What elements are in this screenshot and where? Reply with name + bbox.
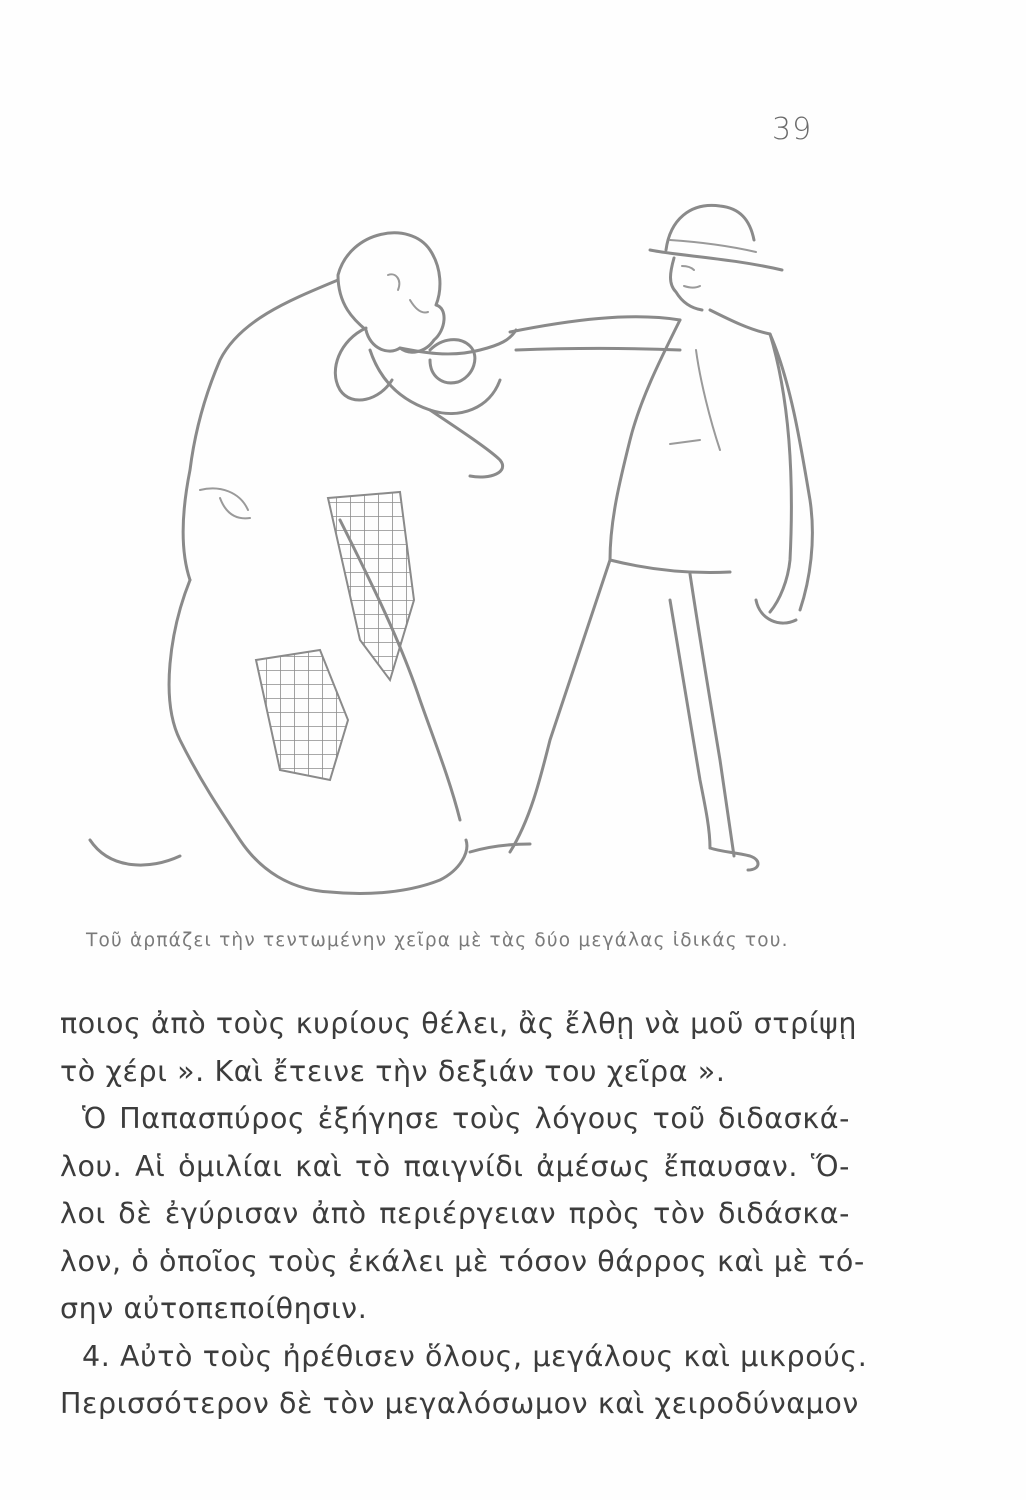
page-number: 39	[772, 112, 813, 147]
text-line: Περισσότερον δὲ τὸν μεγαλόσωμον καὶ χειροδύναμον	[60, 1387, 859, 1420]
text-line: λου. Αἱ ὁμιλίαι καὶ τὸ παιγνίδι ἀμέσως ἔπαυσαν. Ὅ-	[60, 1149, 850, 1183]
text-line: Ὁ Παπασπύρος ἐξήγησε τοὺς λόγους τοῦ διδασκά-	[82, 1102, 850, 1135]
large-man-figure	[90, 233, 516, 894]
text-line: 4. Αὐτὸ τοὺς ἠρέθισεν ὅλους, μεγάλους καὶ μικρούς.	[82, 1339, 868, 1373]
wrestling-figures-illustration	[70, 180, 830, 920]
illustration-caption: Τοῦ ἁρπάζει τὴν τεντωμένην χεῖρα μὲ τὰς δύο μεγάλας ἰδικάς του.	[86, 930, 789, 951]
text-line: τὸ χέρι ». Καὶ ἔτεινε τὴν δεξιάν του χεῖρα ».	[60, 1054, 726, 1088]
text-line: λοι δὲ ἐγύρισαν ἀπὸ περιέργειαν πρὸς τὸν διδάσκα-	[60, 1197, 850, 1230]
body-text	[60, 1000, 868, 1428]
text-line: ποιος ἀπὸ τοὺς κυρίους θέλει, ἂς ἔλθῃ νὰ μοῦ στρίψῃ	[60, 1007, 858, 1040]
text-line: λον, ὁ ὁποῖος τοὺς ἐκάλει μὲ τόσον θάρρος καὶ μὲ τό-	[60, 1244, 865, 1278]
man-in-suit-figure	[470, 205, 812, 870]
text-line: σην αὐτοπεποίθησιν.	[60, 1292, 368, 1325]
